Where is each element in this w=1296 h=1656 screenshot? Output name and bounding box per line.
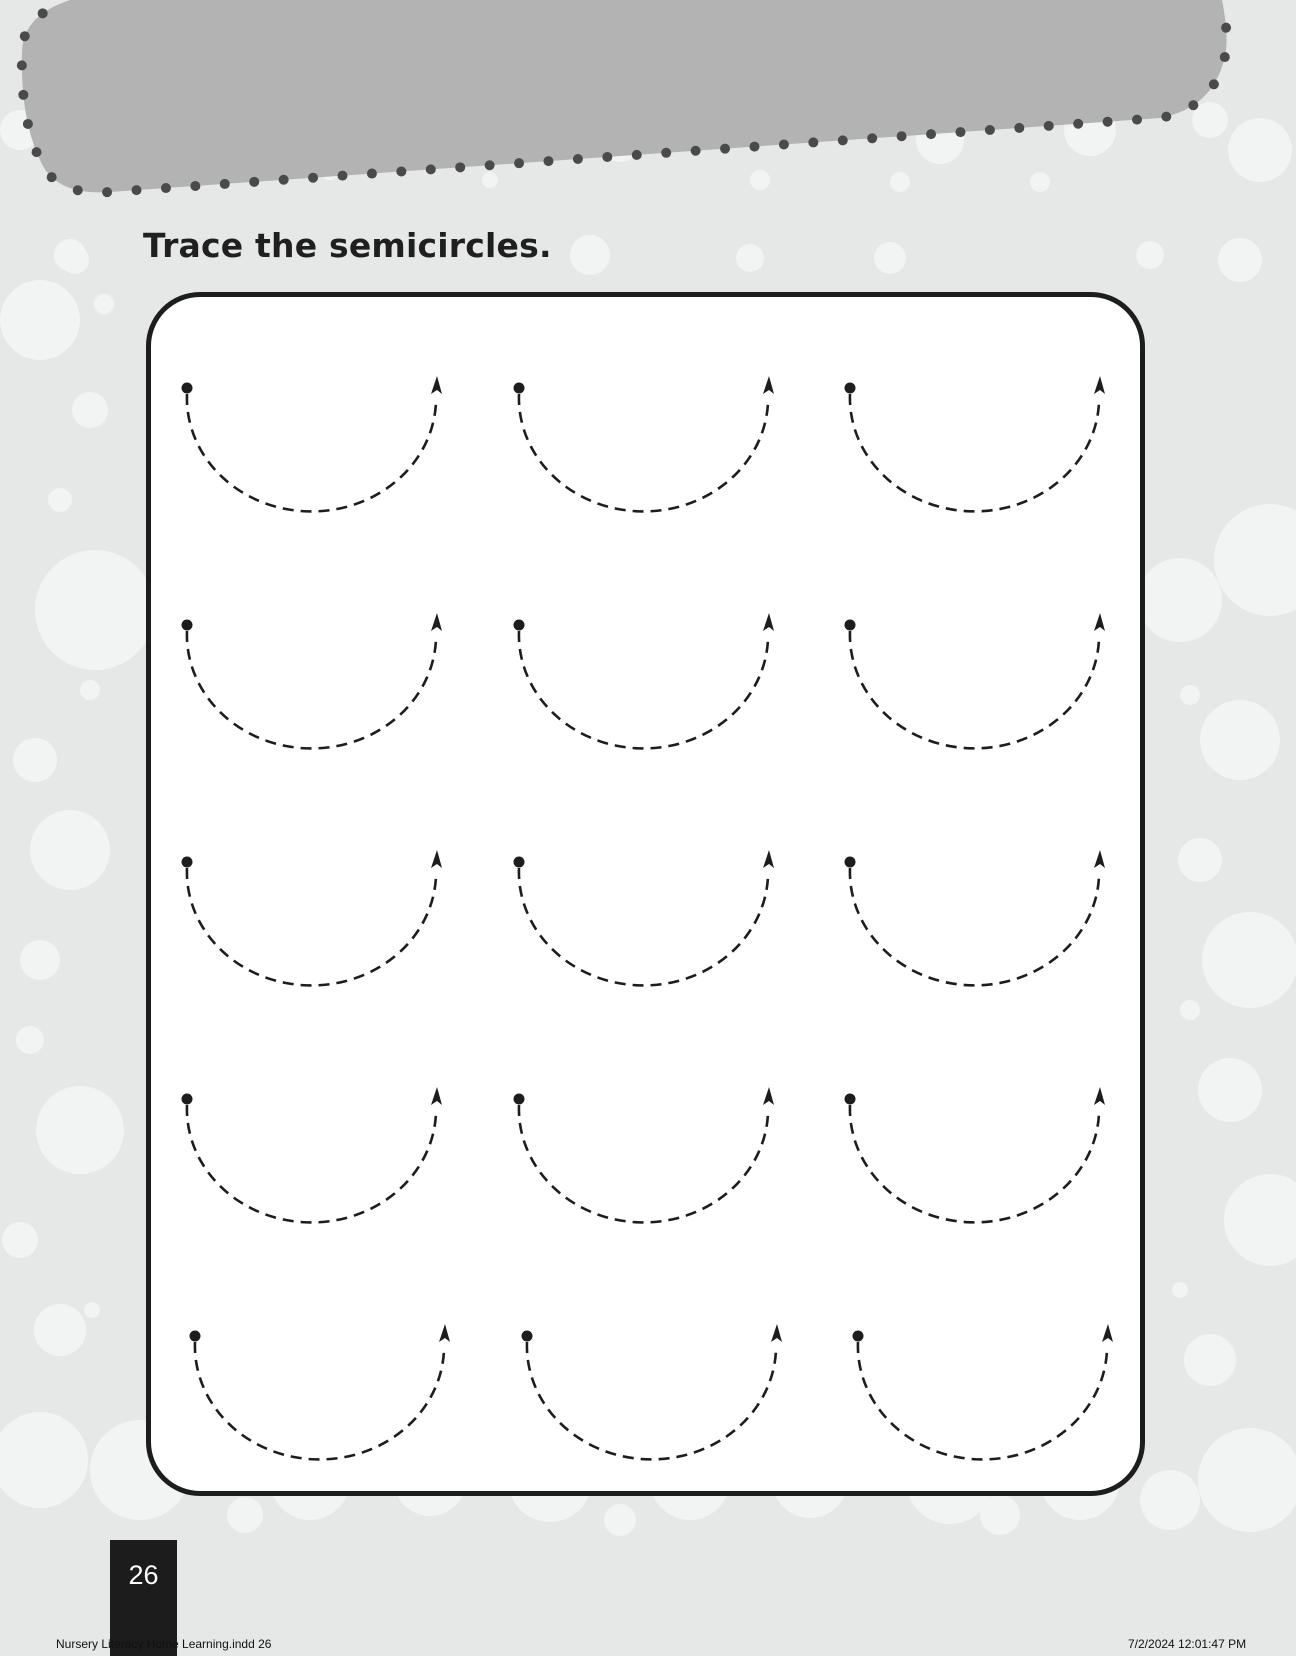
semicircle-trace: [190, 1324, 451, 1459]
dot-icon: [845, 1094, 856, 1105]
semicircle-trace: [845, 613, 1106, 748]
dot-icon: [845, 383, 856, 394]
dashed-semicircle: [187, 868, 436, 985]
dashed-semicircle: [519, 394, 768, 511]
dashed-semicircle: [519, 1105, 768, 1222]
semicircle-trace: [514, 613, 775, 748]
dashed-semicircle: [187, 631, 436, 748]
instruction-heading: Trace the semicircles.: [143, 226, 552, 265]
semicircle-trace: [845, 1087, 1106, 1222]
dot-icon: [182, 857, 193, 868]
dot-icon: [514, 1094, 525, 1105]
dashed-semicircle: [187, 394, 436, 511]
semicircle-trace: [853, 1324, 1114, 1459]
semicircle-trace: [514, 376, 775, 511]
dashed-semicircle: [850, 1105, 1099, 1222]
arrow-up-icon: [1094, 850, 1105, 868]
arrow-up-icon: [431, 1087, 442, 1105]
dashed-semicircle: [858, 1342, 1107, 1459]
semicircle-trace: [514, 850, 775, 985]
dot-icon: [845, 620, 856, 631]
semicircle-trace: [845, 376, 1106, 511]
semicircle-trace: [182, 376, 443, 511]
dashed-semicircle: [195, 1342, 444, 1459]
arrow-up-icon: [763, 850, 774, 868]
dashed-semicircle: [850, 868, 1099, 985]
arrow-up-icon: [1094, 376, 1105, 394]
page-number: 26: [128, 1560, 159, 1590]
dashed-semicircle: [187, 1105, 436, 1222]
dashed-semicircle: [850, 631, 1099, 748]
arrow-up-icon: [1102, 1324, 1113, 1342]
arrow-up-icon: [1094, 1087, 1105, 1105]
dashed-semicircle: [527, 1342, 776, 1459]
dot-icon: [514, 383, 525, 394]
dashed-semicircle: [850, 394, 1099, 511]
arrow-up-icon: [431, 850, 442, 868]
dashed-semicircle: [519, 631, 768, 748]
arrow-up-icon: [763, 376, 774, 394]
semicircle-trace: [845, 850, 1106, 985]
print-slug-filename: Nursery Literacy Home Learning.indd 26: [56, 1637, 272, 1651]
arrow-up-icon: [439, 1324, 450, 1342]
dot-icon: [182, 620, 193, 631]
semicircle-trace: [182, 613, 443, 748]
print-slug-timestamp: 7/2/2024 12:01:47 PM: [1128, 1637, 1247, 1651]
dot-icon: [514, 857, 525, 868]
dot-icon: [514, 620, 525, 631]
semicircle-trace: [182, 850, 443, 985]
arrow-up-icon: [431, 613, 442, 631]
arrow-up-icon: [431, 376, 442, 394]
arrow-up-icon: [1094, 613, 1105, 631]
semicircle-trace: [182, 1087, 443, 1222]
dot-icon: [182, 1094, 193, 1105]
arrow-up-icon: [771, 1324, 782, 1342]
dashed-semicircle: [519, 868, 768, 985]
semicircle-trace: [514, 1087, 775, 1222]
dot-icon: [190, 1331, 201, 1342]
semicircle-trace: [522, 1324, 783, 1459]
arrow-up-icon: [763, 1087, 774, 1105]
dot-icon: [845, 857, 856, 868]
dot-icon: [853, 1331, 864, 1342]
arrow-up-icon: [763, 613, 774, 631]
dot-icon: [522, 1331, 533, 1342]
dot-icon: [182, 383, 193, 394]
